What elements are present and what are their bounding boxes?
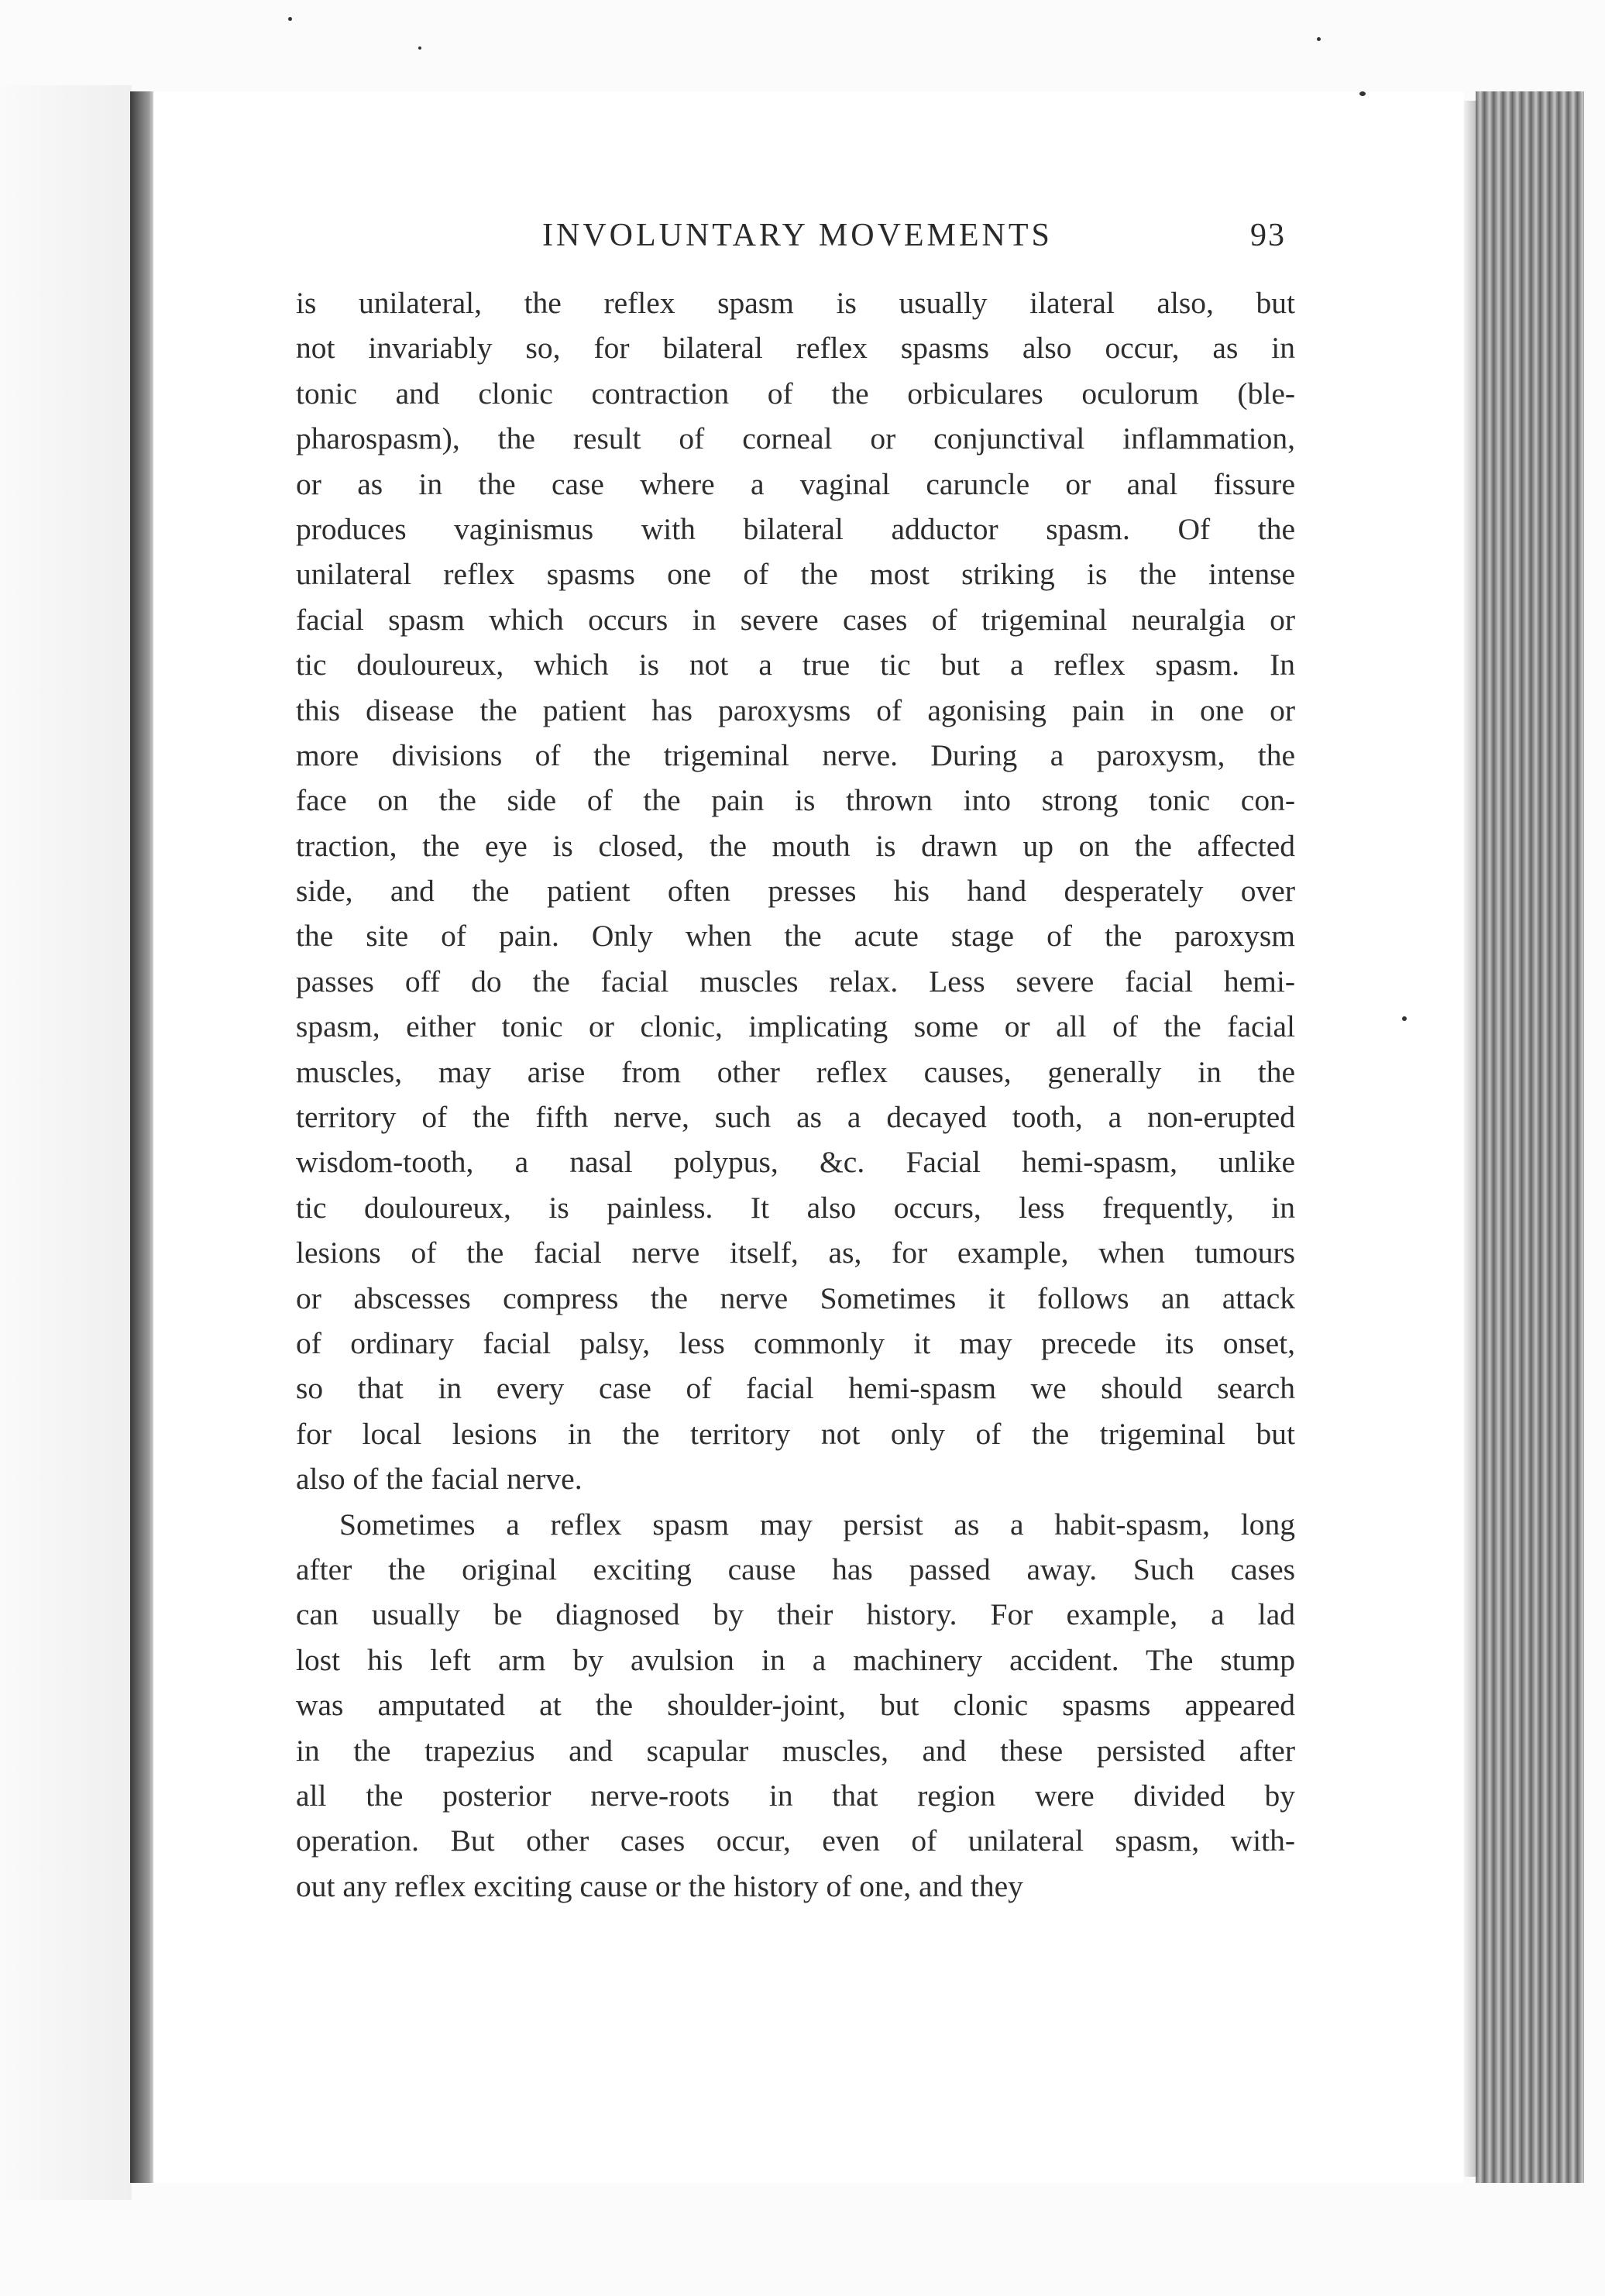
text-line: lesions of the facial nerve itself, as, for example, when tumours (296, 1236, 1295, 1270)
text-line: tonic and clonic contraction of the orbiculares oculorum (ble- (296, 376, 1295, 411)
text-line: was amputated at the shoulder-joint, but clonic spasms appeared (296, 1688, 1295, 1723)
page-header (542, 217, 1286, 263)
text-line: this disease the patient has paroxysms of agonising pain in one or (296, 693, 1295, 727)
text-line: side, and the patient often presses his hand desperately over (296, 874, 1295, 909)
page-number: 93 (1250, 218, 1286, 253)
page-stack-edge (1476, 91, 1584, 2183)
text-line: so that in every case of facial hemi-spasm we should search (296, 1371, 1295, 1406)
facing-page-margin (0, 85, 132, 2200)
text-line: after the original exciting cause has passed away. Such cases (296, 1552, 1295, 1586)
text-line: pharospasm), the result of corneal or conjunctival inflammation, (296, 421, 1295, 456)
text-line: Sometimes a reflex spasm may persist as a habit-spasm, long (339, 1507, 1295, 1542)
book-binding-edge (130, 91, 153, 2183)
text-line: all the posterior nerve-roots in that region were divided by (296, 1778, 1295, 1813)
text-line: wisdom-tooth, a nasal polypus, &c. Facial hemi-spasm, unlike (296, 1145, 1295, 1180)
text-line: of ordinary facial palsy, less commonly it may precede its onset, (296, 1325, 1295, 1360)
text-line: passes off do the facial muscles relax. Less severe facial hemi- (296, 964, 1295, 998)
text-line: for local lesions in the territory not only of the trigeminal but (296, 1416, 1295, 1451)
running-title: INVOLUNTARY MOVEMENTS (542, 218, 1053, 253)
text-line: is unilateral, the reflex spasm is usually ilateral also, but (296, 286, 1295, 320)
text-line: not invariably so, for bilateral reflex spasms also occur, as in (296, 331, 1295, 366)
text-line: face on the side of the pain is thrown into strong tonic con- (296, 783, 1295, 818)
text-line: tic douloureux, which is not a true tic but a reflex spasm. In (296, 648, 1295, 682)
text-line: in the trapezius and scapular muscles, and these persisted after (296, 1733, 1295, 1768)
text-line: facial spasm which occurs in severe cases of trigeminal neuralgia or (296, 602, 1295, 637)
paragraph (296, 1502, 1295, 1909)
text-line: muscles, may arise from other reflex causes, generally in the (296, 1054, 1295, 1089)
text-line: operation. But other cases occur, even of unilateral spasm, with- (296, 1823, 1295, 1858)
text-line: also of the facial nerve. (296, 1462, 583, 1497)
text-line: produces vaginismus with bilateral adductor spasm. Of the (296, 511, 1295, 546)
text-line: out any reflex exciting cause or the history of one, and they (296, 1868, 1023, 1903)
text-line: the site of pain. Only when the acute stage of the paroxysm (296, 919, 1295, 954)
text-line: can usually be diagnosed by their history. For example, a lad (296, 1597, 1295, 1632)
text-line: or abscesses compress the nerve Sometimes it follows an attack (296, 1280, 1295, 1315)
text-line: tic douloureux, is painless. It also occurs, less frequently, in (296, 1190, 1295, 1225)
body-text (296, 280, 1295, 1909)
text-line: or as in the case where a vaginal caruncle or anal fissure (296, 466, 1295, 501)
text-line: lost his left arm by avulsion in a machinery accident. The stump (296, 1642, 1295, 1677)
text-line: spasm, either tonic or clonic, implicating some or all of the facial (296, 1009, 1295, 1044)
text-line: traction, the eye is closed, the mouth is drawn up on the affected (296, 828, 1295, 863)
text-line: unilateral reflex spasms one of the most striking is the intense (296, 557, 1295, 592)
paragraph (296, 280, 1295, 1502)
text-line: more divisions of the trigeminal nerve. During a paroxysm, the (296, 737, 1295, 772)
text-line: territory of the fifth nerve, such as a decayed tooth, a non-erupted (296, 1100, 1295, 1135)
